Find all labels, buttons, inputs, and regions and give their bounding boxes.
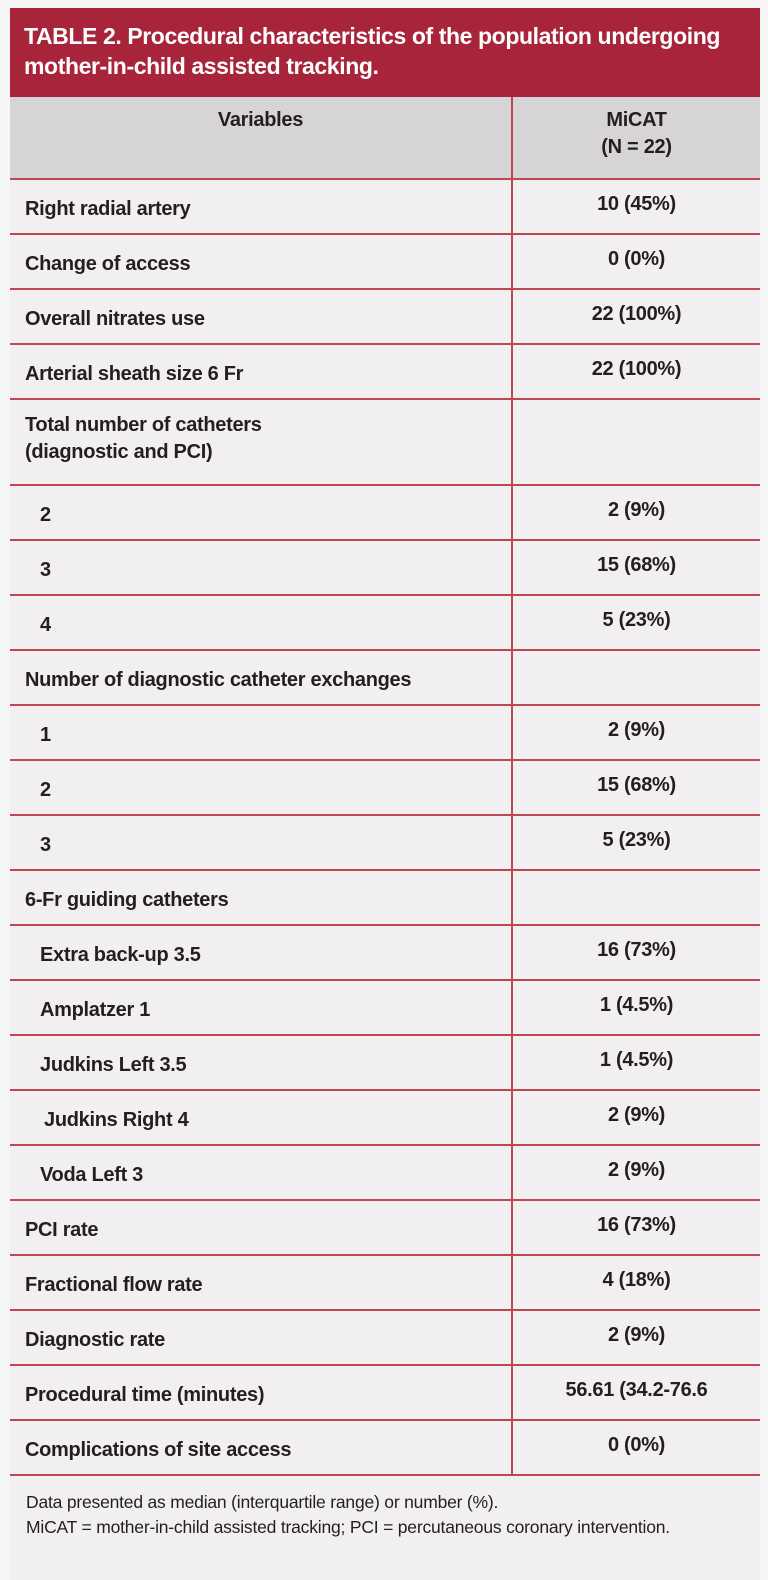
row-value: 2 (9%) (512, 705, 760, 760)
row-value: 2 (9%) (512, 1090, 760, 1145)
row-label: Extra back-up 3.5 (10, 925, 512, 980)
row-label: 1 (10, 705, 512, 760)
row-label: 3 (10, 815, 512, 870)
table-row (10, 1310, 760, 1365)
table-row (10, 595, 760, 650)
row-label: PCI rate (10, 1200, 512, 1255)
row-value: 4 (18%) (512, 1255, 760, 1310)
row-value: 22 (100%) (512, 344, 760, 399)
row-value: 15 (68%) (512, 540, 760, 595)
row-label: Total number of catheters (diagnostic and PCI) (10, 399, 512, 485)
table-row (10, 815, 760, 870)
table-row (10, 179, 760, 234)
row-value: 10 (45%) (512, 179, 760, 234)
row-label: Complications of site access (10, 1420, 512, 1475)
row-value (512, 650, 760, 705)
row-label: Voda Left 3 (10, 1145, 512, 1200)
row-label: Judkins Left 3.5 (10, 1035, 512, 1090)
row-label: 3 (10, 540, 512, 595)
row-label: 6-Fr guiding catheters (10, 870, 512, 925)
row-label: 2 (10, 760, 512, 815)
table-row (10, 344, 760, 399)
row-label: Procedural time (minutes) (10, 1365, 512, 1420)
row-value: 0 (0%) (512, 1420, 760, 1475)
header-row (10, 97, 760, 179)
row-label: 2 (10, 485, 512, 540)
row-value: 2 (9%) (512, 485, 760, 540)
row-value (512, 399, 760, 485)
table-row (10, 705, 760, 760)
table-row (10, 980, 760, 1035)
table-label: TABLE 2. (24, 23, 122, 49)
table-row (10, 234, 760, 289)
header-variables: Variables (10, 97, 512, 179)
table-row (10, 1145, 760, 1200)
row-label: Fractional flow rate (10, 1255, 512, 1310)
footnote-line-1: Data presented as median (interquartile range) or number (%). (26, 1492, 499, 1512)
row-label: Amplatzer 1 (10, 980, 512, 1035)
table-row (10, 1255, 760, 1310)
table-row-group-header (10, 399, 760, 485)
table-title (10, 8, 760, 97)
row-value: 5 (23%) (512, 595, 760, 650)
footnote-line-2: MiCAT = mother-in-child assisted tracking; PCI = percutaneous coronary intervention. (26, 1517, 670, 1537)
table-row (10, 1420, 760, 1475)
row-value: 1 (4.5%) (512, 1035, 760, 1090)
row-label: Change of access (10, 234, 512, 289)
table-footnote (10, 1476, 760, 1580)
row-value: 2 (9%) (512, 1310, 760, 1365)
table-row (10, 925, 760, 980)
header-micat: MiCAT (N = 22) (512, 97, 760, 179)
row-label: Right radial artery (10, 179, 512, 234)
table-container (10, 8, 760, 1580)
row-value: 2 (9%) (512, 1145, 760, 1200)
table-row (10, 1200, 760, 1255)
row-value (512, 870, 760, 925)
row-value: 15 (68%) (512, 760, 760, 815)
row-value: 1 (4.5%) (512, 980, 760, 1035)
table-row (10, 1035, 760, 1090)
row-label: Judkins Right 4 (10, 1090, 512, 1145)
row-value: 16 (73%) (512, 925, 760, 980)
table-row-group-header (10, 650, 760, 705)
procedural-characteristics-table (10, 97, 760, 1476)
row-label: Arterial sheath size 6 Fr (10, 344, 512, 399)
row-label: Number of diagnostic catheter exchanges (10, 650, 512, 705)
row-value: 16 (73%) (512, 1200, 760, 1255)
table-row (10, 1365, 760, 1420)
row-value: 0 (0%) (512, 234, 760, 289)
table-row (10, 760, 760, 815)
table-row (10, 540, 760, 595)
row-label: Diagnostic rate (10, 1310, 512, 1365)
table-row (10, 289, 760, 344)
row-value: 22 (100%) (512, 289, 760, 344)
table-caption: Procedural characteristics of the population undergoing mother-in-child assisted tracking. (24, 23, 721, 79)
row-label: Overall nitrates use (10, 289, 512, 344)
table-row-group-header (10, 870, 760, 925)
table-row (10, 1090, 760, 1145)
table-row (10, 485, 760, 540)
row-value: 5 (23%) (512, 815, 760, 870)
row-value: 56.61 (34.2-76.6 (512, 1365, 760, 1420)
row-label: 4 (10, 595, 512, 650)
